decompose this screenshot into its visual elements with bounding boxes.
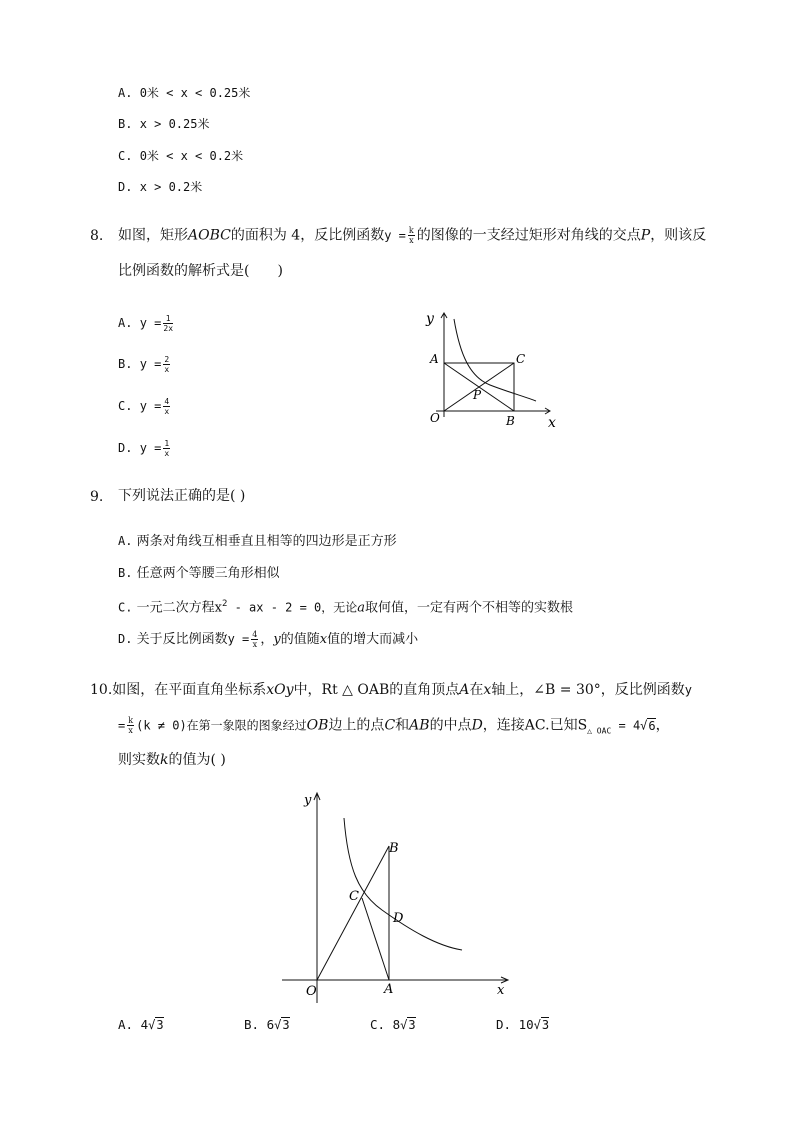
frac-num: 1 xyxy=(164,439,170,448)
q10-stem-line3 xyxy=(118,751,226,769)
q8-stem-line2: 比例函数的解析式是( ) xyxy=(118,263,283,279)
stem-text: 的图像的一支经过矩形对角线的交点 xyxy=(416,227,641,244)
func-fraction xyxy=(408,226,415,245)
q9-option-a xyxy=(118,532,397,551)
stem-italic: P xyxy=(640,227,651,244)
option-lhs: y = xyxy=(139,357,162,371)
stem-italic: C xyxy=(384,717,396,734)
stem-text: ，则该反 xyxy=(650,227,707,244)
stem-mono: y xyxy=(684,683,693,697)
q8-figure xyxy=(418,305,568,435)
option-letter: D. xyxy=(118,441,133,455)
stem-text: 则实数 xyxy=(118,752,160,768)
stem-text: ，连接AC.已知S xyxy=(482,717,588,734)
option-text: 取何值，一定有两个不相等的实数根 xyxy=(365,600,574,616)
exponent: 2 xyxy=(221,599,228,609)
sqrt: √3 xyxy=(533,1018,550,1032)
option-text: 0米 < x < 0.25米 xyxy=(139,86,251,100)
q10-stem-line2 xyxy=(118,716,670,740)
option-letter: B. xyxy=(118,566,133,580)
option-italic: y xyxy=(273,632,281,647)
option-letter: A. xyxy=(118,316,133,330)
stem-italic: OB xyxy=(306,717,329,734)
label-y: y xyxy=(426,311,434,327)
label-o: O xyxy=(306,984,317,999)
q10-option-c xyxy=(370,1016,416,1034)
label-a: A xyxy=(384,982,394,997)
q8-option-b xyxy=(118,355,172,374)
option-letter: A. xyxy=(118,86,133,100)
option-coef: 10 xyxy=(518,1017,534,1032)
radicand: 3 xyxy=(541,1018,550,1032)
label-c: C xyxy=(349,889,359,904)
stem-italic: AB xyxy=(409,717,430,734)
func-fraction xyxy=(127,716,134,735)
frac-den: x xyxy=(128,726,133,735)
option-coef: 6 xyxy=(266,1017,275,1032)
q8-stem-line1 xyxy=(118,226,706,245)
segment-ac xyxy=(362,898,389,980)
label-x: x xyxy=(548,415,556,431)
stem-italic: x xyxy=(483,682,492,698)
option-lhs: y = xyxy=(139,441,162,455)
q7-option-b xyxy=(118,115,210,133)
label-b: B xyxy=(506,414,515,428)
stem-italic: AOBC xyxy=(188,227,231,244)
frac-num: k xyxy=(408,226,414,235)
label-x: x xyxy=(497,983,505,998)
option-lhs: y = xyxy=(139,316,162,330)
stem-text: ， xyxy=(655,717,670,734)
frac-num: 4 xyxy=(164,397,170,406)
radicand: 3 xyxy=(156,1018,164,1032)
func-lhs: y = xyxy=(227,632,250,646)
q9-option-b xyxy=(118,564,280,583)
option-fraction xyxy=(163,314,173,333)
option-letter: C. xyxy=(118,600,133,615)
stem-text: 的中点 xyxy=(429,717,472,734)
stem-italic: xOy xyxy=(266,682,294,698)
option-italic: a xyxy=(357,600,366,616)
option-text: 值的增大而减小 xyxy=(327,632,419,647)
radicand: 3 xyxy=(282,1018,290,1032)
stem-italic: D xyxy=(471,717,483,734)
stem-text: 边上的点 xyxy=(328,717,385,734)
q10-number: 10. xyxy=(90,682,113,698)
q9-option-c xyxy=(118,595,573,617)
radicand: 3 xyxy=(408,1018,416,1032)
frac-den: x xyxy=(164,407,170,416)
option-letter: C. xyxy=(118,399,133,413)
option-text: 的值随 xyxy=(280,632,320,647)
label-a: A xyxy=(430,352,439,366)
option-text: - ax - 2 = 0，无论 xyxy=(227,600,358,615)
sqrt-6: √6 xyxy=(640,718,656,733)
option-letter: B. xyxy=(118,117,133,131)
option-italic: x xyxy=(319,632,328,647)
q8-option-c xyxy=(118,397,172,416)
frac-den: x xyxy=(409,236,414,245)
stem-text: 如图，矩形 xyxy=(118,227,188,244)
stem-italic: k xyxy=(160,752,169,768)
q10-option-b xyxy=(244,1016,290,1034)
stem-text: 轴上，∠B = 30°，反比例函数 xyxy=(491,682,685,698)
stem-text: 的面积为 4，反比例函数 xyxy=(230,227,385,244)
q9-stem: 下列说法正确的是( ) xyxy=(118,488,246,504)
option-text: x > 0.25米 xyxy=(139,117,210,131)
q8-option-d xyxy=(118,439,172,458)
stem-italic: A xyxy=(459,682,470,698)
frac-den: x xyxy=(164,365,170,374)
sqrt: √3 xyxy=(148,1018,164,1032)
q10-figure xyxy=(282,788,517,1006)
radicand: 6 xyxy=(648,718,656,733)
label-o: O xyxy=(430,411,440,425)
option-letter: B. xyxy=(118,357,133,371)
option-letter: A. xyxy=(118,1017,134,1032)
frac-num: 2 xyxy=(164,355,170,364)
stem-text: 和 xyxy=(395,717,410,734)
option-fraction xyxy=(163,439,170,458)
q9-option-d xyxy=(118,630,418,649)
label-c: C xyxy=(516,352,526,366)
label-d: D xyxy=(393,911,404,926)
label-p: P xyxy=(473,388,482,402)
option-letter: D. xyxy=(118,632,133,646)
stem-text: 如图，在平面直角坐标系 xyxy=(112,682,267,698)
hyperbola-curve xyxy=(344,818,462,950)
stem-mono: = 4 xyxy=(611,718,641,733)
q10-option-d xyxy=(496,1016,549,1034)
q7-option-a xyxy=(118,84,250,102)
frac-den: x xyxy=(252,640,258,649)
func-fraction xyxy=(251,630,258,649)
func-lhs: y = xyxy=(384,228,406,243)
option-text: 两条对角线互相垂直且相等的四边形是正方形 xyxy=(136,534,397,549)
option-text: 任意两个等腰三角形相似 xyxy=(136,566,280,581)
option-letter: B. xyxy=(244,1017,260,1032)
stem-text: (k ≠ 0)在第一象限的图象经过 xyxy=(136,718,307,733)
option-text: 0米 < x < 0.2米 xyxy=(139,149,244,163)
q10-option-a xyxy=(118,1016,164,1034)
option-letter: A. xyxy=(118,534,133,548)
option-coef: 8 xyxy=(392,1017,401,1032)
option-letter: D. xyxy=(496,1017,512,1032)
sqrt: √3 xyxy=(274,1018,290,1032)
option-text: 关于反比例函数 xyxy=(136,632,228,647)
option-text: 一元二次方程x xyxy=(136,600,222,616)
frac-den: x xyxy=(164,449,170,458)
q10-stem-line1 xyxy=(90,681,692,699)
option-fraction xyxy=(163,397,170,416)
frac-num: 4 xyxy=(252,630,258,639)
option-letter: C. xyxy=(118,149,133,163)
frac-den: 2x xyxy=(163,324,174,333)
stem-text: 在 xyxy=(469,682,484,698)
option-lhs: y = xyxy=(139,399,162,413)
option-letter: C. xyxy=(370,1017,386,1032)
q8-option-a xyxy=(118,314,175,333)
label-y: y xyxy=(304,793,312,808)
q7-option-d xyxy=(118,178,202,196)
frac-num: k xyxy=(128,716,134,725)
stem-text: 的值为( ) xyxy=(168,752,226,768)
segment-ob xyxy=(317,846,389,980)
option-text: x > 0.2米 xyxy=(139,180,203,194)
sqrt: √3 xyxy=(400,1018,416,1032)
frac-num: 1 xyxy=(163,314,173,324)
q8-number: 8. xyxy=(90,228,104,244)
q7-option-c xyxy=(118,147,243,165)
option-fraction xyxy=(163,355,170,374)
option-letter: D. xyxy=(118,180,133,194)
stem-text: 中，Rt △ OAB的直角顶点 xyxy=(293,682,460,698)
q9-number: 9. xyxy=(90,489,104,505)
option-coef: 4 xyxy=(140,1017,149,1032)
stem-mono: = xyxy=(118,718,126,733)
option-text: ， xyxy=(260,632,274,647)
subscript: △ OAC xyxy=(587,726,612,736)
label-b: B xyxy=(389,841,399,856)
